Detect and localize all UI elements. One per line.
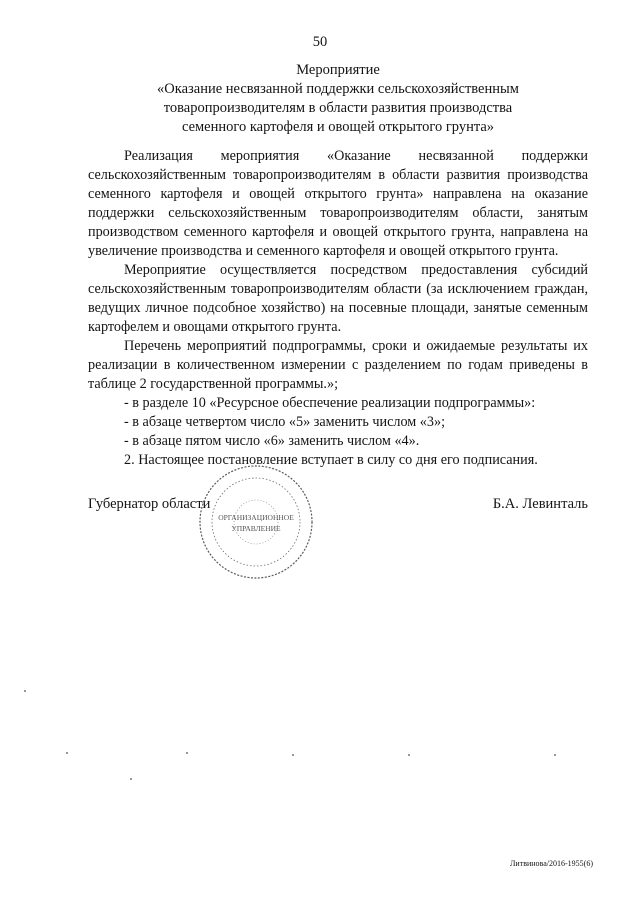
list-item-4: 2. Настоящее постановление вступает в силу со дня его подписания.: [124, 452, 538, 468]
heading-line-4: семенного картофеля и овощей открытого грунта»: [181, 119, 495, 135]
document-code: Литвинова/2016-1955(6): [510, 859, 593, 868]
paragraph-2: Мероприятие осуществляется посредством предоставления субсидий сельскохозяйственным товаропроизводителям области (за исключением граждан, ведущих личное подсобное хозяйство) на посевные площади, занятые семенным картофелем и овощами открытого грунта.: [88, 262, 588, 335]
scan-speck: [292, 754, 294, 756]
scan-speck: [66, 752, 68, 754]
scan-speck: [186, 752, 188, 754]
heading-line-2: «Оказание несвязанной поддержки сельскохозяйственным: [157, 81, 519, 97]
paragraph-1: Реализация мероприятия «Оказание несвязанной поддержки сельскохозяйственным товаропроизводителям в области развития производства семенного картофеля и овощей открытого грунта» направлена на оказание поддержки сельскохозяйственным товаропроизводителям области, занятым производством семенного картофеля и овощей открытого грунта, направлена на увеличение производства и семенного картофеля и овощей открытого грунта.: [88, 148, 588, 259]
scan-speck: [24, 690, 26, 692]
scan-speck: [408, 754, 410, 756]
scan-speck: [130, 778, 132, 780]
list-item-2: - в абзаце четвертом число «5» заменить числом «3»;: [124, 414, 446, 430]
heading-line-3: товаропроизводителям в области развития производства: [163, 100, 513, 116]
document-body: [88, 147, 588, 470]
scan-speck: [554, 754, 556, 756]
paragraph-3: Перечень мероприятий подпрограммы, сроки и ожидаемые результаты их реализации в количественном измерении с разделением по годам приведены в таблице 2 государственной программы.»;: [88, 338, 588, 392]
heading-line-1: Мероприятие: [296, 62, 380, 78]
stamp-line-2: УПРАВЛЕНИЕ: [231, 524, 281, 533]
official-stamp: [196, 462, 316, 582]
stamp-line-1: ОРГАНИЗАЦИОННОЕ: [218, 513, 294, 522]
list-item-3: - в абзаце пятом число «6» заменить числом «4».: [124, 433, 420, 449]
page-number: 50: [312, 34, 328, 50]
list-item-1: - в разделе 10 «Ресурсное обеспечение реализации подпрограммы»:: [124, 395, 536, 411]
signatory-position: Губернатор области: [88, 496, 211, 512]
section-heading: [88, 61, 588, 137]
signatory-name: Б.А. Левинталь: [492, 496, 588, 512]
